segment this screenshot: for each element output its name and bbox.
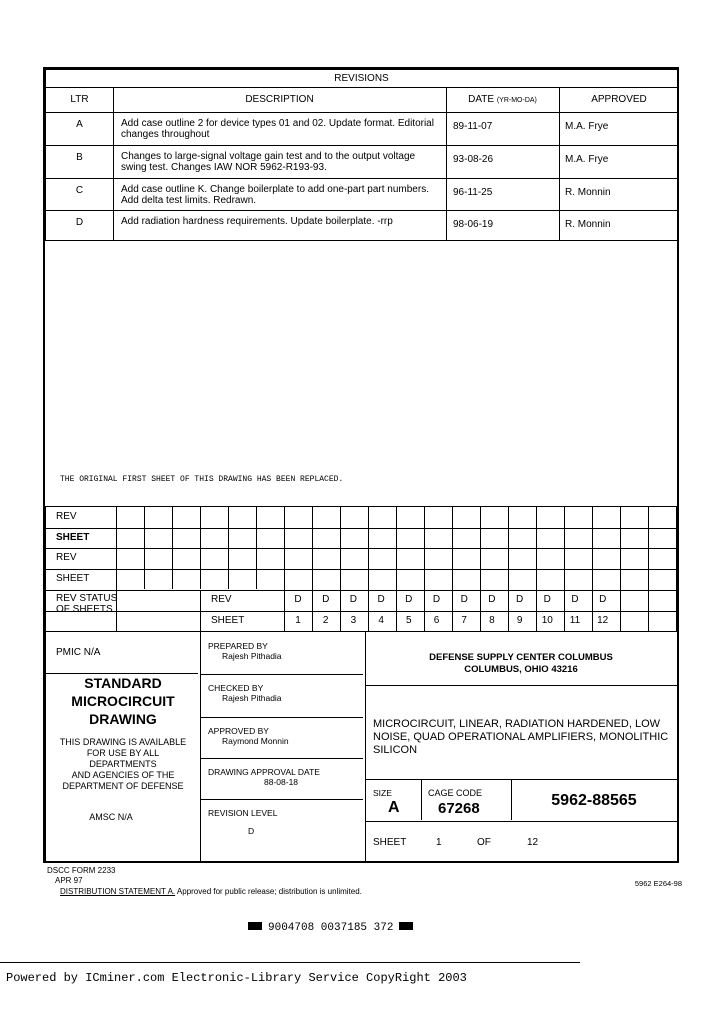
replaced-note: THE ORIGINAL FIRST SHEET OF THIS DRAWING HAS BEEN REPLACED. <box>60 475 344 484</box>
drawing-title: MICROCIRCUIT, LINEAR, RADIATION HARDENED, LOW NOISE, QUAD OPERATIONAL AMPLIFIERS, MONOLITHIC SILICON <box>373 718 669 756</box>
rev-description: Add case outline 2 for device types 01 and 02. Update format. Editorial changes throughout <box>121 118 434 140</box>
status-sheet: 5 <box>406 615 412 626</box>
status-rev: D <box>460 594 468 605</box>
status-sheet: 9 <box>516 615 523 626</box>
status-rev: D <box>294 594 302 605</box>
availability-note: THIS DRAWING IS AVAILABLE FOR USE BY ALL DEPARTMENTS AND AGENCIES OF THE DEPARTMENT OF DEFENSE <box>59 737 187 791</box>
powered-by: Powered by ICminer.com Electronic-Library Service CopyRight 2003 <box>6 971 467 985</box>
rev-ltr: C <box>75 185 84 196</box>
rev-description: Add case outline K. Change boilerplate to add one-part part numbers. Add delta test limits. Redrawn. <box>121 184 429 206</box>
status-rev: D <box>349 594 357 605</box>
rev-approved: M.A. Frye <box>565 121 609 132</box>
status-rev: D <box>377 594 385 605</box>
status-rev: D <box>599 594 607 605</box>
status-sheet: 8 <box>489 615 495 626</box>
status-sheet: 1 <box>295 615 301 626</box>
header-description: DESCRIPTION <box>245 94 314 105</box>
status-rev: D <box>515 594 524 605</box>
rev-approved: R. Monnin <box>565 219 611 230</box>
status-sheet: 7 <box>461 615 467 626</box>
rev-description: Add radiation hardness requirements. Update boilerplate. -rrp <box>121 216 393 227</box>
rev-date: 89-11-07 <box>453 121 493 132</box>
status-sheet: 10 <box>541 615 553 626</box>
distribution-statement: DISTRIBUTION STATEMENT A. Approved for public release; distribution is unlimited. <box>60 887 362 896</box>
status-sheet: 2 <box>322 615 329 626</box>
status-rev: D <box>432 594 441 605</box>
standard-microcircuit-drawing: STANDARD MICROCIRCUIT DRAWING <box>71 675 175 727</box>
sheet-label: SHEET <box>373 837 407 848</box>
amsc: AMSC N/A <box>89 812 133 822</box>
status-rev: D <box>488 594 496 605</box>
status-sheet: 12 <box>597 615 609 626</box>
form-number: DSCC FORM 2233 APR 97 <box>47 866 116 885</box>
header-date: DATE (YR-MO-DA) <box>468 94 537 105</box>
divider <box>0 962 580 963</box>
checked-by: CHECKED BY Rajesh Pithadia <box>208 683 282 703</box>
sheet-total: 12 <box>527 837 539 848</box>
grid-label: REV <box>56 552 77 563</box>
document-code: 5962 E264-98 <box>634 879 682 888</box>
drawing-number: 5962-88565 <box>551 792 637 809</box>
grid-label: SHEET <box>56 573 90 584</box>
rev-description: Changes to large-signal voltage gain test and to the output voltage swing test. Changes IAW NOR 5962-R193-93. <box>121 151 416 173</box>
rev-ltr: D <box>75 217 84 228</box>
rev-approved: R. Monnin <box>565 187 611 198</box>
rev-date: 96-11-25 <box>453 187 493 198</box>
status-sheet-label: SHEET <box>211 615 245 626</box>
status-rev-label: REV <box>211 594 232 605</box>
status-sheet: 4 <box>378 615 384 626</box>
status-rev: D <box>405 594 413 605</box>
of-label: OF <box>477 837 491 848</box>
status-sheet: 11 <box>569 615 581 626</box>
size-label: SIZE <box>373 788 392 798</box>
approved-by: APPROVED BY Raymond Monnin <box>208 726 289 746</box>
sheet-number: 1 <box>436 837 442 848</box>
rev-ltr: A <box>76 119 83 130</box>
cage-value: 67268 <box>438 800 480 817</box>
rev-date: 93-08-26 <box>453 154 494 165</box>
title-block <box>45 631 678 862</box>
rev-date: 98-06-19 <box>453 219 494 230</box>
rev-status-grid <box>45 506 678 632</box>
status-sheet: 3 <box>350 615 357 626</box>
rev-ltr: B <box>76 152 83 163</box>
revisions-table <box>45 69 678 241</box>
revisions-title: REVISIONS <box>334 73 389 84</box>
rev-status-label: REV STATUS OF SHEETS <box>56 593 118 615</box>
grid-label: SHEET <box>56 532 90 543</box>
prepared-by: PREPARED BY Rajesh Pithadia <box>208 641 282 661</box>
size-value: A <box>388 799 400 816</box>
status-rev: D <box>571 594 579 605</box>
header-ltr: LTR <box>70 94 89 105</box>
barcode: 9004708 0037185 372 <box>248 922 413 934</box>
header-approved: APPROVED <box>591 94 647 105</box>
revision-level: REVISION LEVEL D <box>208 808 278 836</box>
cage-label: CAGE CODE <box>428 788 483 798</box>
approval-date: DRAWING APPROVAL DATE 88-08-18 <box>208 767 320 787</box>
rev-approved: M.A. Frye <box>565 154 609 165</box>
grid-label: REV <box>56 511 77 522</box>
agency: DEFENSE SUPPLY CENTER COLUMBUS COLUMBUS, OHIO 43216 <box>429 652 613 675</box>
status-sheet: 6 <box>433 615 440 626</box>
status-rev: D <box>543 594 551 605</box>
status-rev: D <box>322 594 330 605</box>
pmic: PMIC N/A <box>56 647 101 658</box>
